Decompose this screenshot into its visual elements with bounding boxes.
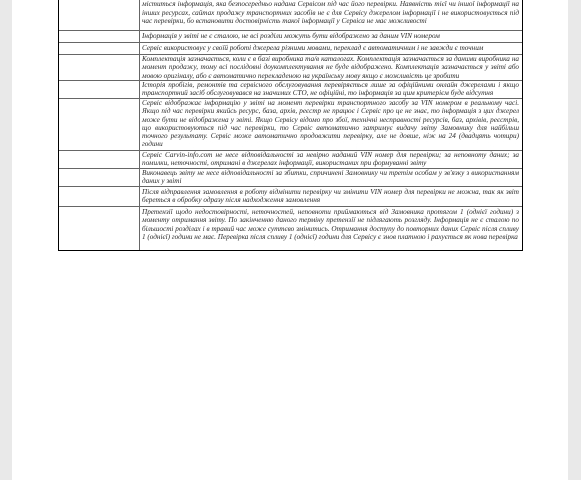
disclaimer-table bbox=[58, 0, 523, 251]
row-label-cell bbox=[59, 150, 140, 168]
row-text: Комплектація зазначається, коли є в базі виробника та/в каталогах. Комплектація зазначається за даними виробника на момент продажу, тому всі послідовні доукомплектування не буде відображено. Комплектація зазначається у звіті або мовою оригіналу, або є автоматично перекладеною на українську мову якщо є можливість це зробити bbox=[142, 55, 519, 80]
row-label-cell bbox=[59, 42, 140, 54]
row-label-cell bbox=[59, 206, 140, 251]
row-text: Сервіс використовує у своїй роботі джерела різними мовами, переклад є автоматичним і не завжди є точним bbox=[142, 44, 484, 52]
row-label-cell bbox=[59, 0, 140, 30]
table-row bbox=[59, 150, 522, 169]
row-label-cell bbox=[59, 54, 140, 80]
row-text: Сервіс Carvin-info.com не несе відповідальності за невірно наданий VIN номер для перевірки; за неповноту даних; за помилки, неточності, отримані в джерелах інформації, використаних при формуванні звіту bbox=[142, 151, 519, 168]
document-page bbox=[12, 0, 568, 480]
table-row bbox=[59, 186, 522, 207]
table-row bbox=[59, 0, 522, 31]
table-row bbox=[59, 168, 522, 187]
row-label-cell bbox=[59, 98, 140, 150]
row-text: Історія пробігів, ремонтів та сервісного обслуговування перевіряється лише за офіційними онлайн джерелами і якщо транспортний засіб обслуговувався на значимих СТО, не офіційні, то інформація за цим критерієм буде відсутня bbox=[142, 81, 519, 98]
table-row bbox=[59, 80, 522, 99]
row-label-cell bbox=[59, 186, 140, 206]
table-row bbox=[59, 206, 522, 251]
table-row bbox=[59, 98, 522, 151]
row-text: Виконавець звіту не несе відповідальності за збитки, спричинені Замовнику чи третім особам у зв'язку з використанням даних у звіті bbox=[142, 169, 519, 186]
row-text: Інформація у звіті не є сталою, не всі розділи можуть бути відображено за даним VIN номером bbox=[142, 32, 440, 40]
row-label-cell bbox=[59, 168, 140, 186]
table-row bbox=[59, 54, 522, 81]
row-label-cell bbox=[59, 80, 140, 98]
row-label-cell bbox=[59, 30, 140, 42]
row-text: Після відправлення замовлення в роботу відмінити перевірку чи змінити VIN номер для перевірки не можна, так як звіт береться в обробку одразу після надходження замовлення bbox=[142, 188, 519, 205]
row-text: Сервіс відображає інформацію у звіті на момент перевірки транспортного засобу за VIN номером в реальному часі. Якщо під час перевірки якийсь ресурс, база, архів, реєстр не працює і Сервіс про це не знає, то інформація з цих джерел може бути не відображена у звіті. Якщо Сервісу відомо про збої, технічні несправності ресурсів, баз, архівів, реєстрів, що використовуються під час перевірки, то Сервіс автоматично затримує видачу звіту Замовнику для найбільш точного результату. Сервіс може автоматично продовжити перевірку, але не довше, ніж на 24 (двадцять чотири) години bbox=[142, 99, 519, 149]
row-text: Претензії щодо недостовірності, неточностей, неповноти приймаються від Замовника протягом 1 (однієї години) з моменту отримання звіту. По закінченню даного терміну претензії не підлягають розгляду. Інформація не є сталою по більшості розділах і в травий час може суттєво змінитись. Отримання доступу до повторних даних Сервіс після спливу 1 (однієї) години не має. Перевірка після спливу 1 (однієї) години для Сервісу є знов платною і рахується як нова перевірка bbox=[142, 208, 519, 241]
row-text: міститься інформація, яка безпосередньо надана Сервісом під час його перевірки. Наявність тієї чи іншої інформації на інших ресурсах, сайтах продажу транспортних засобів не є для Сервісу джерелом інформації і не використовується під час перевірки, бо встановити достовірність такої інформації у Сервіса не має можливості bbox=[142, 0, 519, 25]
